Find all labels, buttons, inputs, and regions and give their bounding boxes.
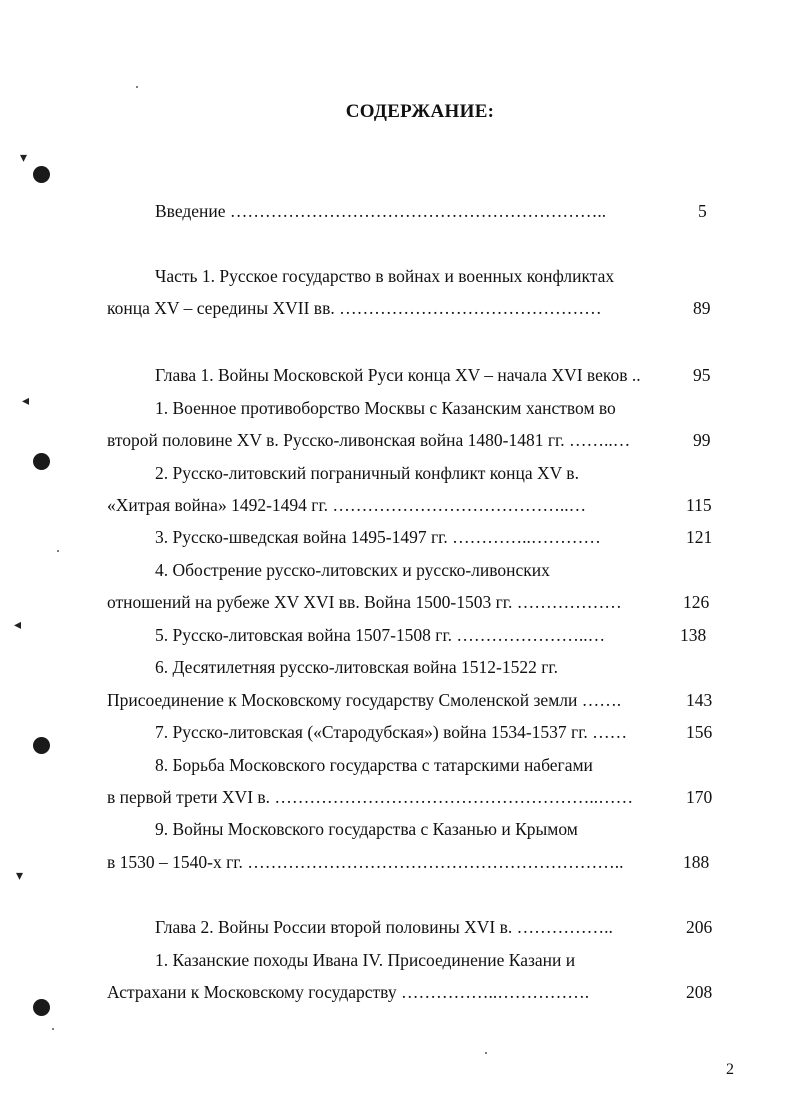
scan-speck — [52, 1028, 54, 1030]
toc-entry-page: 121 — [686, 527, 713, 547]
toc-entry-text-line1: 4. Обострение русско-литовских и русско-ливонских — [155, 560, 550, 580]
toc-entry-text-line1: 6. Десятилетняя русско-литовская война 1512-1522 гг. — [155, 657, 559, 677]
toc-entry-page: 126 — [683, 592, 710, 612]
toc-entry-text: второй половине XV в. Русско-ливонская война 1480-1481 гг. ……..… — [107, 430, 631, 450]
binder-hole — [33, 999, 50, 1016]
page-title: СОДЕРЖАНИЕ: — [345, 101, 495, 122]
toc-entry-text-line1: 1. Военное противоборство Москвы с Казанским ханством во — [155, 398, 616, 418]
scan-speck: ◂ — [14, 618, 22, 633]
toc-entry-text: конца XV – середины XVII вв. ……………………………………… — [107, 298, 602, 318]
toc-entry-page: 208 — [686, 982, 713, 1002]
toc-entry-text: отношений на рубеже XV XVI вв. Война 1500-1503 гг. ……………… — [107, 592, 622, 612]
toc-entry-text: в 1530 – 1540-х гг. ……………………………………………………….. — [107, 852, 624, 872]
toc-entry-text: 5. Русско-литовская война 1507-1508 гг. …………………..… — [155, 625, 606, 645]
toc-entry-page: 170 — [686, 787, 713, 807]
toc-entry-text: Присоединение к Московскому государству Смоленской земли ……. — [107, 690, 622, 710]
scan-speck: ◂ — [22, 394, 30, 409]
toc-entry-page: 156 — [686, 722, 713, 742]
toc-entry-text: в первой трети XVI в. ………………………………………………..…… — [107, 787, 634, 807]
binder-hole — [33, 453, 50, 470]
toc-entry-page: 89 — [693, 298, 711, 318]
scan-speck — [57, 550, 59, 552]
toc-entry-text: Глава 2. Войны России второй половины XVI в. …………….. — [155, 917, 613, 937]
toc-entry-text: Введение ……………………………………………………….. — [155, 201, 607, 221]
toc-entry-text-line1: 8. Борьба Московского государства с татарскими набегами — [155, 755, 593, 775]
scan-speck: ▾ — [16, 869, 24, 884]
page-number: 2 — [726, 1061, 734, 1078]
toc-entry-page: 99 — [693, 430, 711, 450]
toc-entry-page: 115 — [686, 495, 712, 515]
toc-entry-text-line1: Часть 1. Русское государство в войнах и военных конфликтах — [155, 266, 615, 286]
toc-entry-page: 143 — [686, 690, 713, 710]
toc-entry-text: 7. Русско-литовская («Стародубская») война 1534-1537 гг. …… — [155, 722, 628, 742]
toc-entry-page: 138 — [680, 625, 707, 645]
scan-speck — [136, 86, 138, 88]
toc-entry-page: 95 — [693, 365, 711, 385]
scan-speck: ▾ — [20, 151, 28, 166]
scan-speck — [485, 1052, 487, 1054]
binder-hole — [33, 166, 50, 183]
toc-entry-text-line1: 1. Казанские походы Ивана IV. Присоединение Казани и — [155, 950, 576, 970]
toc-entry-page: 5 — [698, 201, 707, 221]
toc-entry-text: Астрахани к Московскому государству ……………..……………. — [107, 982, 590, 1002]
toc-entry-text-line1: 2. Русско-литовский пограничный конфликт конца XV в. — [155, 463, 579, 483]
toc-entry-text: «Хитрая война» 1492-1494 гг. …………………………………..… — [107, 495, 587, 515]
binder-hole — [33, 737, 50, 754]
toc-entry-text: 3. Русско-шведская война 1495-1497 гг. …………..………… — [155, 527, 601, 547]
toc-entry-text: Глава 1. Войны Московской Руси конца XV – начала XVI веков .. — [155, 365, 641, 385]
toc-entry-text-line1: 9. Войны Московского государства с Казанью и Крымом — [155, 819, 578, 839]
toc-entry-page: 188 — [683, 852, 710, 872]
toc-entry-page: 206 — [686, 917, 713, 937]
